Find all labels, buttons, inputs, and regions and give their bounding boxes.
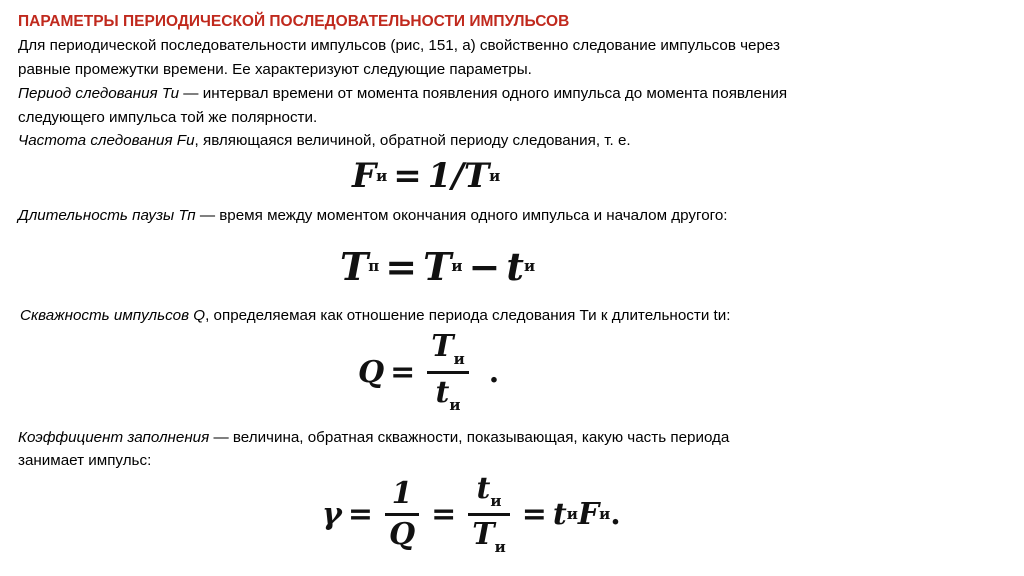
fraction-denominator: Q bbox=[388, 516, 416, 552]
formula-subscript: и bbox=[566, 505, 578, 523]
formula-subscript: и bbox=[489, 167, 501, 185]
fraction-bar bbox=[468, 513, 509, 516]
fraction-bar bbox=[385, 513, 419, 516]
fill-definition-cont: занимает импульс: bbox=[18, 452, 152, 469]
intro-line-1: Для периодической последовательности импульсов (рис, 151, а) свойственно следование импульсов через bbox=[18, 37, 780, 54]
fill-fraction-2 bbox=[468, 470, 509, 556]
formula-period: . bbox=[610, 496, 621, 532]
formula-symbol: F bbox=[577, 496, 600, 532]
fill-text: — величина, обратная скважности, показывающая, какую часть периода bbox=[209, 429, 730, 446]
pause-term: Длительность паузы Тп bbox=[18, 207, 196, 224]
formula-equals: = bbox=[390, 354, 416, 390]
period-text: — интервал времени от момента появления одного импульса до момента появления bbox=[179, 85, 788, 102]
formula-minus: − bbox=[468, 243, 501, 289]
frequency-definition bbox=[18, 131, 631, 150]
duty-fraction bbox=[427, 328, 468, 414]
fraction-numerator: 1 bbox=[391, 475, 413, 511]
fill-formula bbox=[322, 470, 621, 558]
fraction-denominator: $T_и$ bbox=[472, 516, 506, 556]
formula-equals: = bbox=[385, 243, 418, 289]
formula-symbol: Q bbox=[358, 354, 385, 390]
formula-period: . bbox=[488, 354, 500, 390]
formula-symbol: F bbox=[352, 156, 377, 196]
slide-title: ПАРАМЕТРЫ ПЕРИОДИЧЕСКОЙ ПОСЛЕДОВАТЕЛЬНОСТИ ИМПУЛЬСОВ bbox=[18, 13, 570, 30]
duty-formula bbox=[358, 330, 499, 414]
fill-fraction-1 bbox=[385, 475, 419, 552]
duty-definition bbox=[20, 306, 730, 325]
pause-formula bbox=[340, 242, 535, 290]
formula-equals: = bbox=[347, 496, 373, 532]
formula-symbol: T bbox=[423, 243, 452, 289]
duty-term: Скважность импульсов Q bbox=[20, 307, 206, 324]
formula-symbol: t bbox=[552, 496, 567, 532]
formula-subscript: и bbox=[599, 505, 611, 523]
frequency-term: Частота следования Fи bbox=[18, 132, 195, 149]
formula-subscript: и bbox=[523, 257, 536, 275]
formula-equals: = bbox=[393, 156, 422, 196]
formula-symbol: γ bbox=[322, 496, 342, 532]
formula-symbol: 1/T bbox=[427, 156, 490, 196]
duty-text: , определяемая как отношение периода следования Ти к длительности tи: bbox=[205, 307, 731, 324]
period-definition-cont: следующего импульса той же полярности. bbox=[18, 109, 318, 126]
pause-definition bbox=[18, 206, 728, 225]
formula-subscript: и bbox=[376, 167, 388, 185]
fill-term: Коэффициент заполнения bbox=[18, 429, 210, 446]
formula-equals: = bbox=[521, 496, 547, 532]
period-definition bbox=[18, 84, 787, 103]
formula-subscript: и bbox=[451, 257, 463, 275]
formula-subscript: п bbox=[368, 257, 380, 275]
fill-definition bbox=[18, 428, 729, 447]
fraction-numerator: $T_и$ bbox=[431, 328, 465, 368]
fraction-denominator: $t_и$ bbox=[435, 374, 461, 414]
formula-symbol: T bbox=[340, 243, 369, 289]
fraction-numerator: $t_и$ bbox=[476, 470, 502, 510]
formula-symbol: t bbox=[506, 243, 524, 289]
pause-text: — время между моментом окончания одного импульса и началом другого: bbox=[195, 207, 728, 224]
frequency-formula bbox=[352, 154, 500, 198]
fraction-bar bbox=[427, 371, 468, 374]
period-term: Период следования Ти bbox=[18, 85, 180, 102]
formula-equals: = bbox=[431, 496, 457, 532]
frequency-text: , являющаяся величиной, обратной периоду следования, т. е. bbox=[194, 132, 631, 149]
intro-line-2: равные промежутки времени. Ее характеризуют следующие параметры. bbox=[18, 61, 532, 78]
